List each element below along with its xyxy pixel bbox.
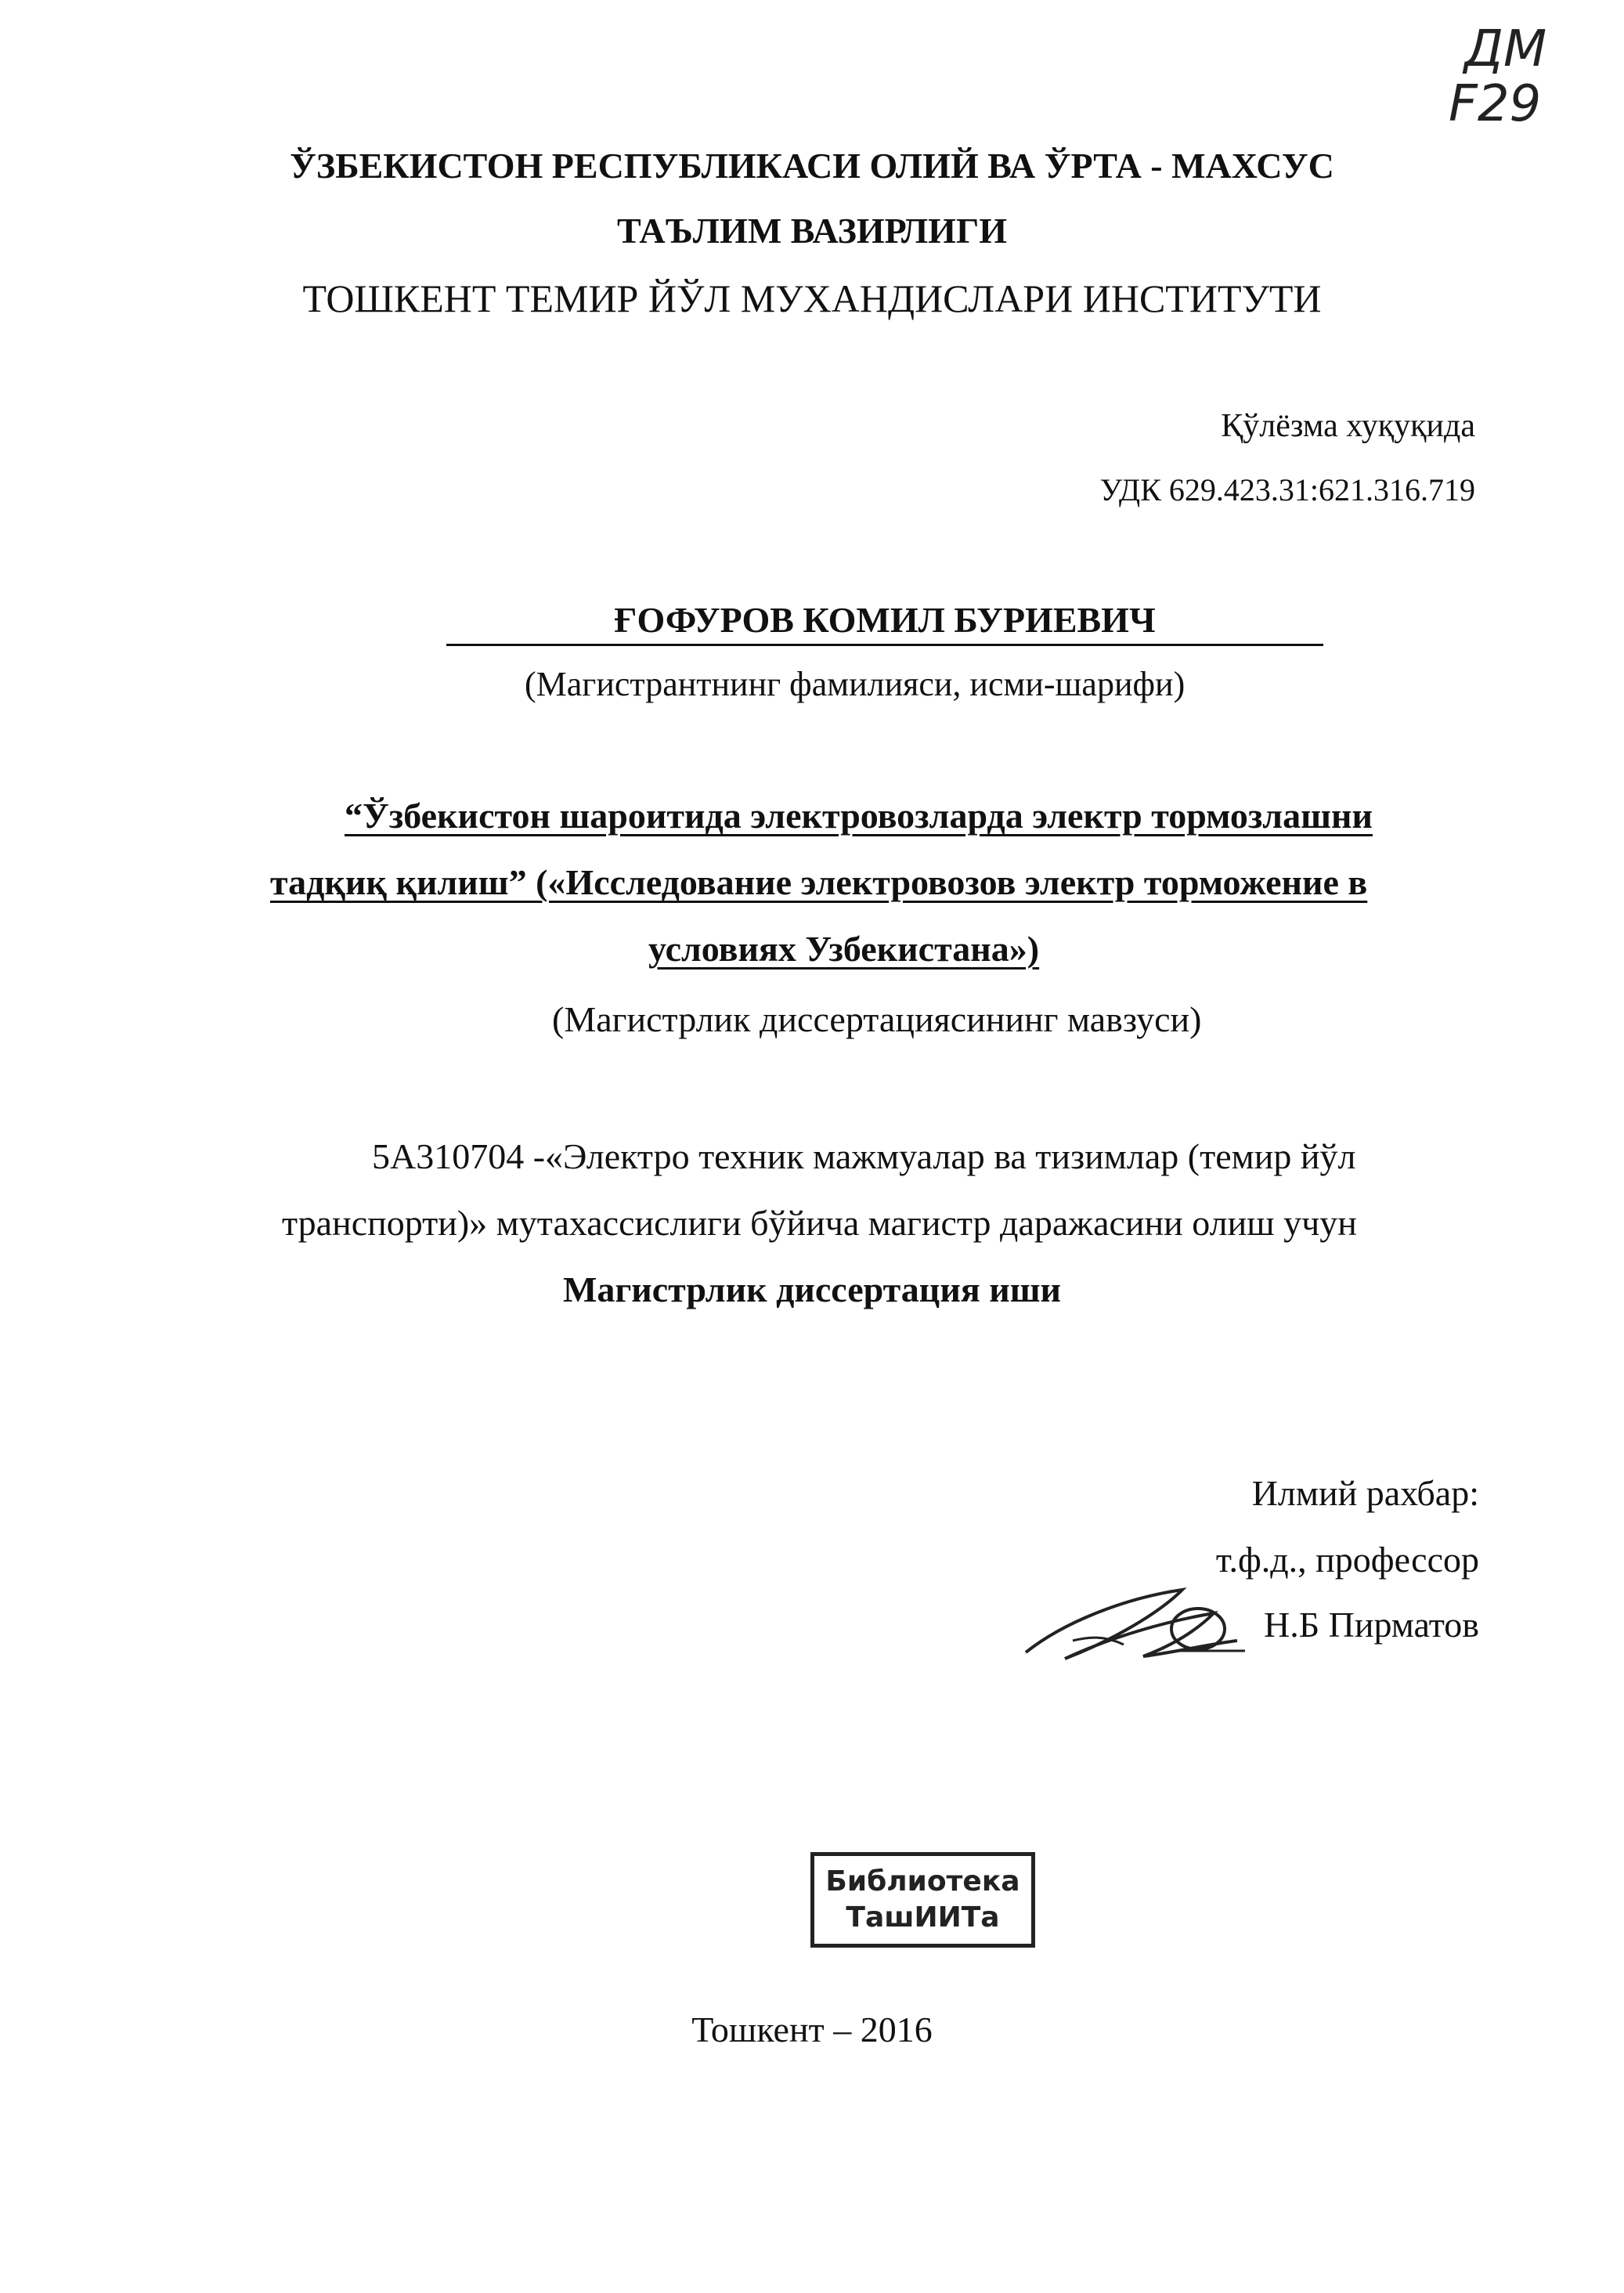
specialty-line-1: 5А310704 -«Электро техник мажмуалар ва тизимлар (темир йўл: [372, 1136, 1356, 1176]
udc-code: УДК 629.423.31:621.316.719: [1099, 472, 1475, 507]
topic-line-3: условиях Узбекистана»): [648, 929, 1040, 969]
library-stamp-line-1: Библиотека: [825, 1865, 1020, 1898]
library-stamp-line-2: ТашИИТа: [846, 1901, 1000, 1934]
signature-graphic: [1018, 1566, 1253, 1676]
library-stamp: [810, 1852, 1035, 1948]
handwritten-mark: [1449, 22, 1546, 132]
manuscript-rights: Қўлёзма хуқуқида: [1221, 408, 1475, 444]
city-year: Тошкент – 2016: [691, 2010, 933, 2049]
author-caption: (Магистрантнинг фамилияси, исми-шарифи): [525, 665, 1186, 703]
handwritten-mark-line2: F29: [1449, 75, 1542, 133]
institute-name: ТОШКЕНТ ТЕМИР ЙЎЛ МУХАНДИСЛАРИ ИНСТИТУТИ: [302, 276, 1322, 320]
author-name: ҒОФУРОВ КОМИЛ БУРИЕВИЧ: [614, 600, 1156, 640]
topic-caption: (Магистрлик диссертациясининг мавзуси): [552, 999, 1202, 1039]
handwritten-mark-line1: ДМ: [1464, 20, 1547, 78]
work-type: Магистрлик диссертация иши: [562, 1269, 1062, 1309]
topic-line-1: “Ўзбекистон шароитида электровозларда электр тормозлашни: [345, 796, 1373, 836]
supervisor-degree: т.ф.д., профессор: [1215, 1540, 1479, 1580]
supervisor-label: Илмий рахбар:: [1251, 1473, 1479, 1513]
topic-line-2: тадқиқ қилиш” («Исследование электровозов электр торможение в: [270, 862, 1368, 902]
author-name-line: [446, 599, 1323, 646]
specialty-line-2: транспорти)» мутахассислиги бўйича магистр даражасини олиш учун: [282, 1203, 1357, 1243]
supervisor-name: Н.Б Пирматов: [1263, 1605, 1479, 1645]
ministry-line-2: ТАЪЛИМ ВАЗИРЛИГИ: [616, 211, 1007, 251]
ministry-line-1: ЎЗБЕКИСТОН РЕСПУБЛИКАСИ ОЛИЙ ВА ЎРТА - МАХСУС: [290, 146, 1334, 186]
